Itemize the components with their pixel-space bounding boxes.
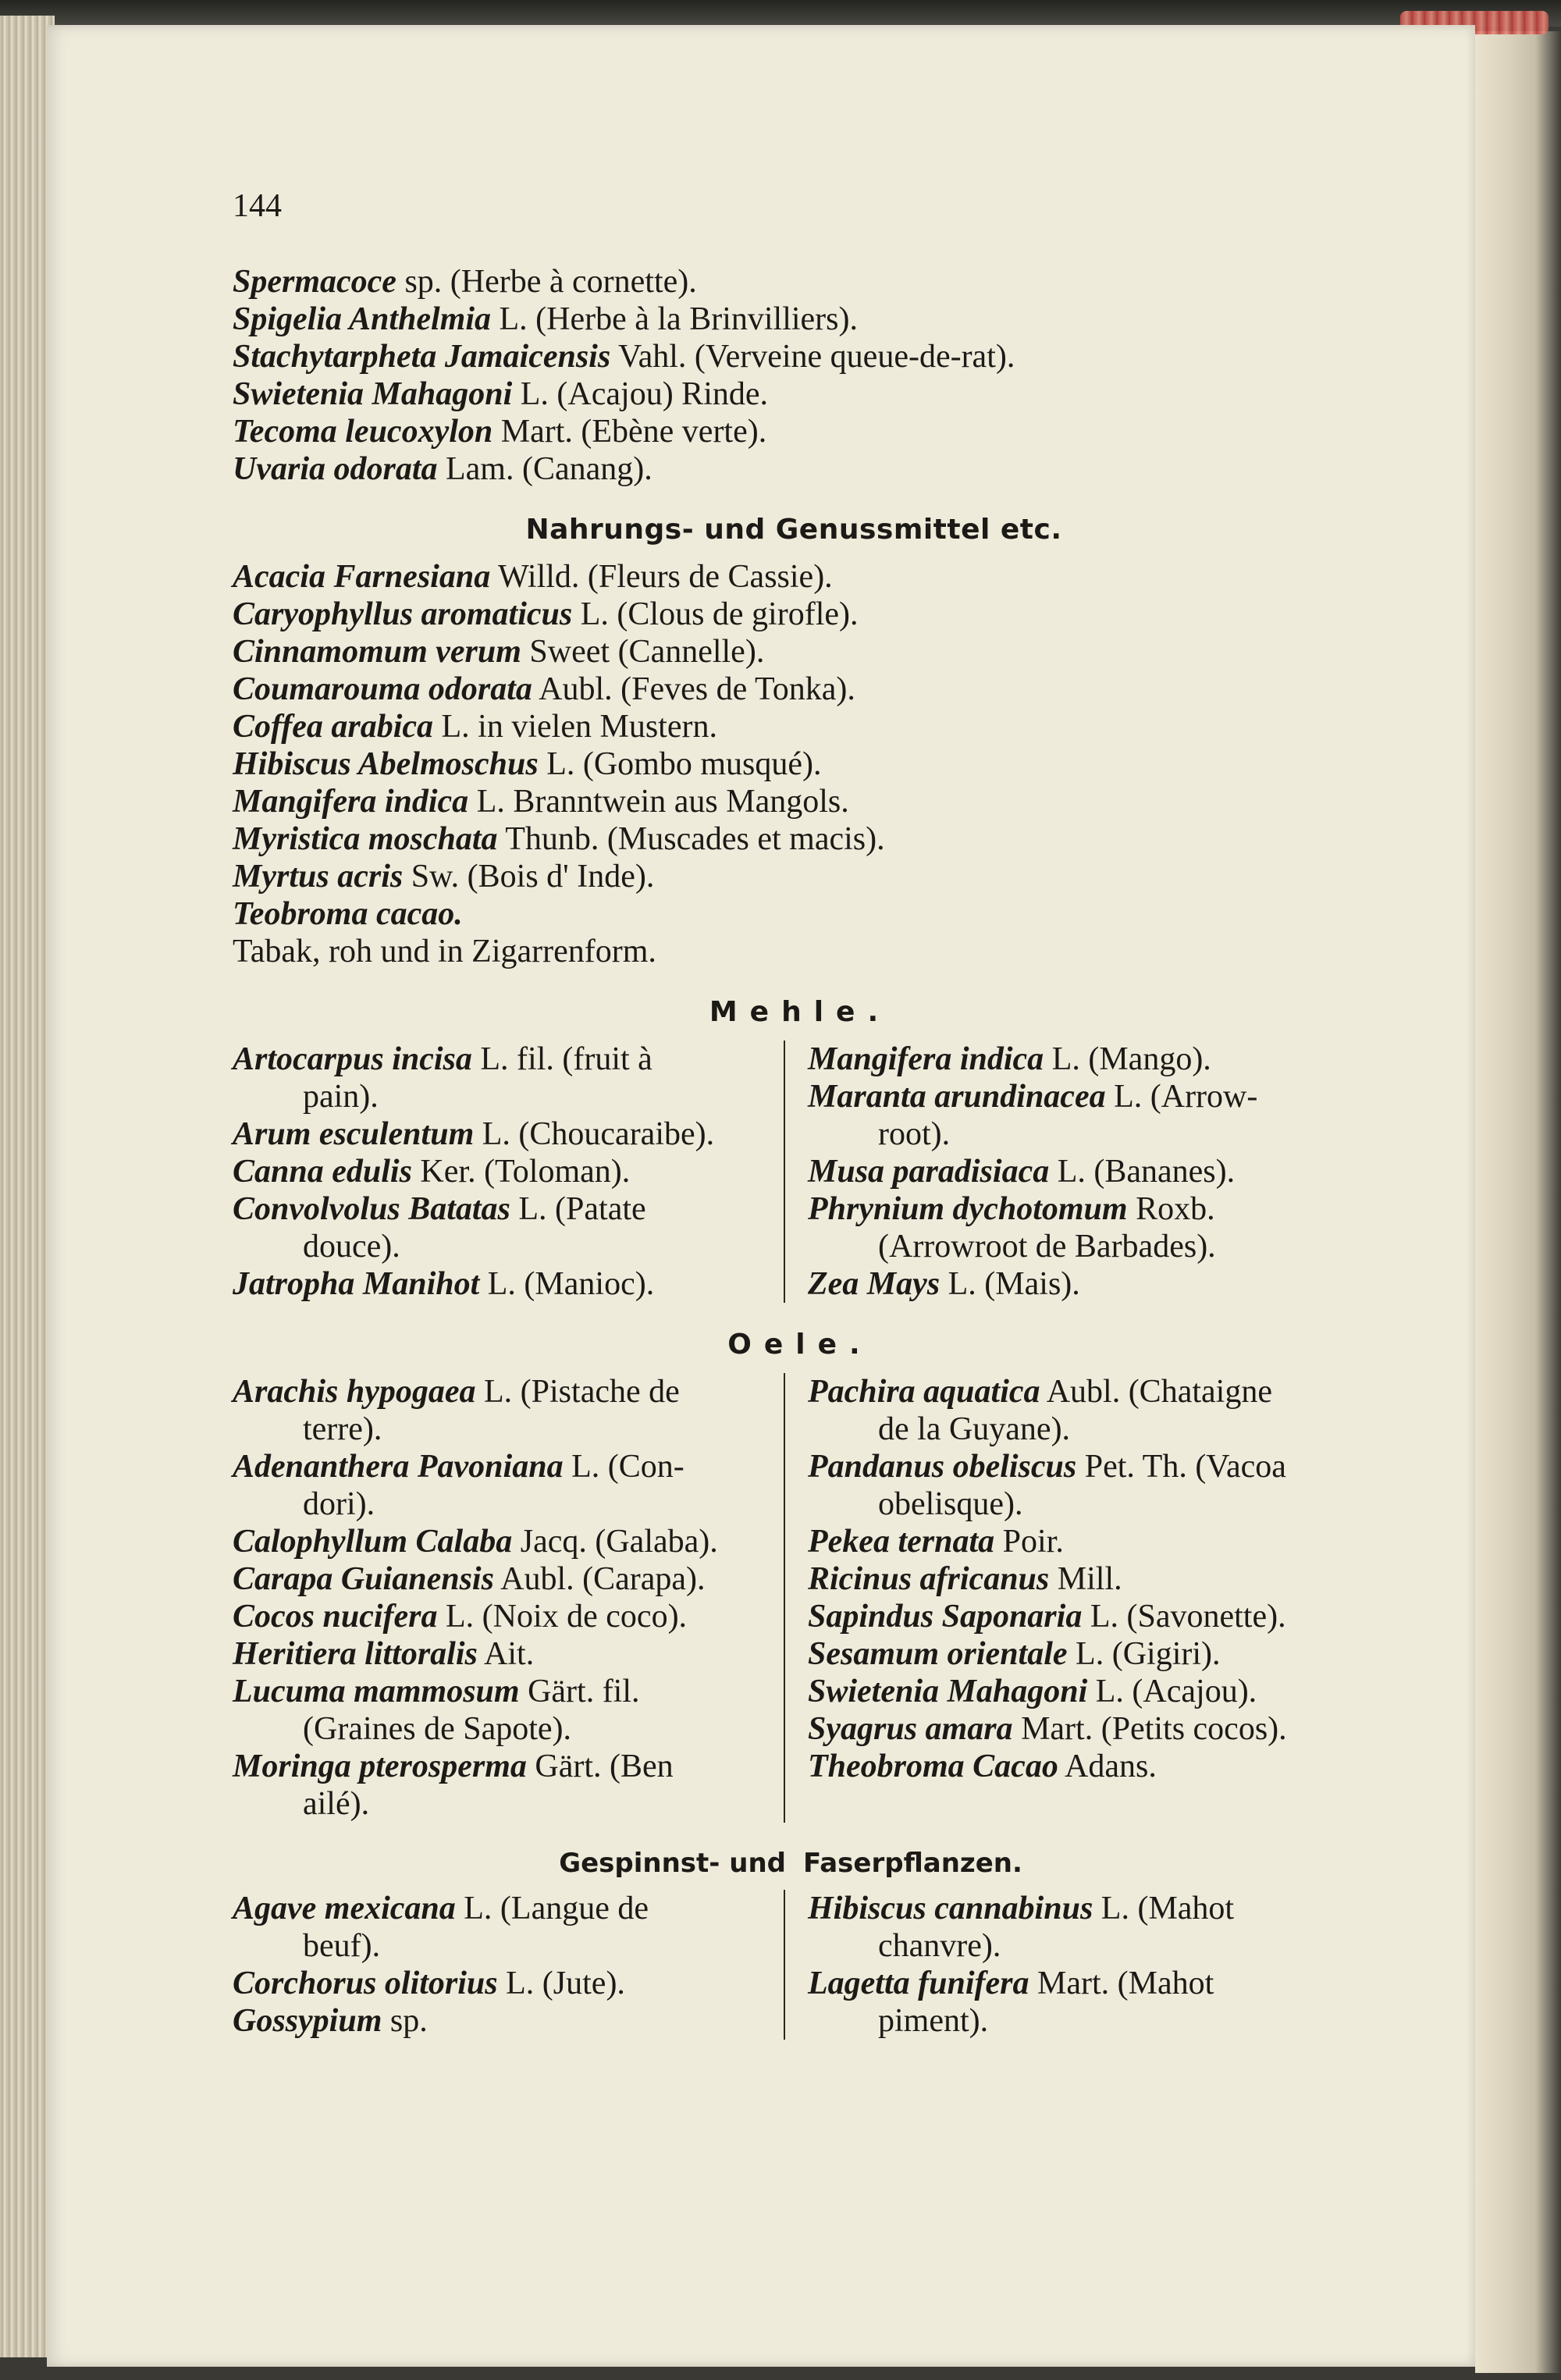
- list-item: [233, 1890, 783, 1965]
- taxon-name: Stachytarpheta Jamaicensis: [233, 339, 611, 375]
- taxon-name: Hibiscus Abelmoschus: [233, 746, 539, 782]
- entry-text: L. (Mango).: [1044, 1041, 1211, 1077]
- entry-text: Ait.: [477, 1636, 535, 1672]
- entry-first-line: [808, 1153, 1355, 1190]
- entry-text: Mill.: [1049, 1561, 1122, 1597]
- list-item: [808, 1153, 1355, 1190]
- list-item: [233, 1115, 783, 1153]
- fibres-right-column: [794, 1890, 1355, 2040]
- list-item: [233, 1153, 783, 1190]
- entry-first-line: [808, 1078, 1355, 1115]
- taxon-name: Mangifera indica: [808, 1041, 1044, 1077]
- taxon-name: Tecoma leucoxylon: [233, 414, 493, 450]
- entry-first-line: [233, 1890, 783, 1927]
- taxon-name: Gossypium: [233, 2003, 382, 2039]
- column-rule: [784, 1041, 785, 1303]
- list-item: [233, 375, 1355, 413]
- entry-first-line: [808, 1890, 1355, 1927]
- list-item: [808, 1078, 1355, 1153]
- taxon-name: Pandanus obeliscus: [808, 1449, 1077, 1485]
- entry-first-line: [233, 1635, 783, 1673]
- entry-text: L. (Patate: [510, 1191, 646, 1227]
- entry-text: L. (Mais).: [940, 1266, 1080, 1302]
- entry-text: Lam. (Canang).: [437, 451, 652, 487]
- list-item: [233, 558, 1355, 596]
- list-item: [808, 1265, 1355, 1303]
- taxon-name: Adenanthera Pavoniana: [233, 1449, 564, 1485]
- taxon-name: Artocarpus incisa: [233, 1041, 472, 1077]
- entry-first-line: [808, 1041, 1355, 1078]
- entry-text: L. (Acajou).: [1087, 1674, 1257, 1709]
- taxon-name: Calophyllum Calaba: [233, 1524, 513, 1560]
- fibres-left-column: [233, 1890, 794, 2040]
- taxon-name: Ricinus africanus: [808, 1561, 1050, 1597]
- fibres-columns: [233, 1890, 1355, 2040]
- oele-right-column: [794, 1373, 1355, 1823]
- list-item: [808, 1710, 1355, 1748]
- entry-continuation: (Arrowroot de Barbades).: [878, 1229, 1216, 1265]
- entry-first-line: [233, 1041, 783, 1078]
- list-item: [233, 1748, 783, 1823]
- entry-text: Aubl. (Chataigne: [1040, 1374, 1272, 1410]
- taxon-name: Agave mexicana: [233, 1891, 456, 1926]
- entry-text: L. (Herbe à la Brinvilliers).: [491, 301, 858, 337]
- list-item: [233, 633, 1355, 671]
- entry-text: L. (Con-: [563, 1449, 684, 1485]
- taxon-name: Coumarouma odorata: [233, 671, 532, 707]
- entry-first-line: [233, 1115, 783, 1153]
- list-item: [233, 745, 1355, 783]
- entry-continuation: pain).: [303, 1079, 379, 1115]
- list-item: [233, 895, 1355, 933]
- entry-text: L. (Gombo musqué).: [538, 746, 822, 782]
- entry-continuation: ailé).: [303, 1786, 370, 1822]
- list-item: [233, 858, 1355, 895]
- list-item: [808, 1560, 1355, 1598]
- taxon-name: Carapa Guianensis: [233, 1561, 494, 1597]
- list-item: [808, 1190, 1355, 1265]
- oele-columns: [233, 1373, 1355, 1823]
- entry-first-line: [233, 1190, 783, 1228]
- entry-first-line: [233, 1598, 783, 1635]
- list-item: [233, 1523, 783, 1560]
- taxon-name: Musa paradisiaca: [808, 1154, 1050, 1190]
- taxon-name: Myrtus acris: [233, 859, 404, 895]
- taxon-name: Mangifera indica: [233, 784, 469, 820]
- entry-text: Mart. (Mahot: [1029, 1966, 1214, 2001]
- taxon-name: Cinnamomum verum: [233, 634, 521, 670]
- taxon-name: Phrynium dychotomum: [808, 1191, 1128, 1227]
- entry-first-line: [233, 1373, 783, 1411]
- list-item: [233, 933, 1355, 970]
- taxon-name: Myristica moschata: [233, 821, 498, 857]
- heading-fibres-right: Faserpflanzen.: [803, 1848, 1022, 1879]
- heading-nahrungs: Nahrungs- und Genussmittel etc.: [525, 514, 1062, 546]
- list-item: [808, 1673, 1355, 1710]
- entry-text: Ker. (Toloman).: [411, 1154, 631, 1190]
- entry-text: L. (Noix de coco).: [437, 1599, 688, 1635]
- entry-first-line: [233, 1153, 783, 1190]
- taxon-name: Teobroma cacao.: [233, 896, 463, 932]
- entry-first-line: [233, 1448, 783, 1485]
- heading-fibres: [233, 1845, 1355, 1882]
- entry-first-line: [233, 1265, 783, 1303]
- list-item: [808, 1890, 1355, 1965]
- entry-text: L. (Manioc).: [479, 1266, 655, 1302]
- list-item: [233, 1041, 783, 1115]
- taxon-name: Swietenia Mahagoni: [808, 1674, 1088, 1709]
- entry-text: Poir.: [994, 1524, 1064, 1560]
- taxon-name: Hibiscus cannabinus: [808, 1891, 1093, 1926]
- entry-text: sp.: [382, 2003, 428, 2039]
- list-item: [233, 708, 1355, 745]
- entry-text: Sweet (Cannelle).: [521, 634, 765, 670]
- list-item: [233, 1190, 783, 1265]
- entry-first-line: [808, 1560, 1355, 1598]
- taxon-name: Coffea arabica: [233, 709, 434, 745]
- list-item: [233, 783, 1355, 820]
- entry-text: Sw. (Bois d' Inde).: [403, 859, 655, 895]
- list-item: [233, 450, 1355, 488]
- taxon-name: Canna edulis: [233, 1154, 412, 1190]
- list-item: [233, 1965, 783, 2002]
- list-item: [233, 1598, 783, 1635]
- entry-text: Aubl. (Carapa).: [493, 1561, 706, 1597]
- book-spine-edge: [1475, 31, 1561, 2373]
- list-item: [233, 671, 1355, 708]
- entry-text: Vahl. (Verveine queue-de-rat).: [610, 339, 1015, 375]
- mehle-right-column: [794, 1041, 1355, 1303]
- entry-first-line: [233, 1560, 783, 1598]
- entry-first-line: [808, 1373, 1355, 1411]
- entry-first-line: [808, 1265, 1355, 1303]
- entry-text: Gärt. (Ben: [526, 1749, 674, 1784]
- taxon-name: Spigelia Anthelmia: [233, 301, 491, 337]
- taxon-name: Sesamum orientale: [808, 1636, 1068, 1672]
- taxon-name: Arum esculentum: [233, 1116, 475, 1152]
- entry-continuation: beuf).: [303, 1928, 381, 1964]
- list-item: [808, 1748, 1355, 1785]
- entry-text: L. (Langue de: [455, 1891, 649, 1926]
- entry-text: Roxb.: [1127, 1191, 1215, 1227]
- list-item: [233, 1373, 783, 1448]
- list-item: [233, 1673, 783, 1748]
- list-item: [808, 1965, 1355, 2040]
- taxon-name: Caryophyllus aromaticus: [233, 596, 573, 632]
- taxon-name: Pachira aquatica: [808, 1374, 1040, 1410]
- entry-text: L. (Mahot: [1093, 1891, 1235, 1926]
- taxon-name: Theobroma Cacao: [808, 1749, 1058, 1784]
- entry-text: Mart. (Ebène verte).: [492, 414, 767, 450]
- list-item: [233, 1265, 783, 1303]
- page-number: 144: [233, 188, 282, 224]
- column-rule: [784, 1373, 785, 1823]
- entry-text: L. fil. (fruit à: [471, 1041, 652, 1077]
- entry-text: Thunb. (Muscades et macis).: [497, 821, 885, 857]
- entry-first-line: [808, 1673, 1355, 1710]
- list-item: [233, 338, 1355, 375]
- list-item: [233, 301, 1355, 338]
- heading-fibres-left: Gespinnst- und: [559, 1848, 786, 1879]
- entry-text: Gärt. fil.: [519, 1674, 640, 1709]
- entry-first-line: [808, 1748, 1355, 1785]
- list-item: [808, 1373, 1355, 1448]
- list-item: [233, 413, 1355, 450]
- entry-text: L. (Gigiri).: [1067, 1636, 1221, 1672]
- entry-text: L. (Acajou) Rinde.: [512, 376, 769, 412]
- list-item: [233, 1448, 783, 1523]
- entry-text: Adans.: [1058, 1749, 1157, 1784]
- mehle-columns: [233, 1041, 1355, 1303]
- entry-continuation: de la Guyane).: [878, 1411, 1071, 1447]
- entry-continuation: dori).: [303, 1486, 375, 1522]
- list-item: [808, 1448, 1355, 1523]
- entry-continuation: douce).: [303, 1229, 400, 1265]
- entry-first-line: [808, 1635, 1355, 1673]
- entry-text: Willd. (Fleurs de Cassie).: [490, 559, 833, 595]
- taxon-name: Zea Mays: [808, 1266, 941, 1302]
- entry-text: Tabak, roh und in Zigarrenform.: [233, 934, 656, 969]
- list-item: [233, 2002, 783, 2040]
- food-list: [233, 558, 1355, 970]
- taxon-name: Uvaria odorata: [233, 451, 438, 487]
- entry-first-line: [808, 1448, 1355, 1485]
- list-item: [808, 1523, 1355, 1560]
- heading-mehle: Mehle.: [709, 996, 891, 1028]
- column-rule: [784, 1890, 785, 2040]
- taxon-name: Syagrus amara: [808, 1711, 1013, 1747]
- entry-text: L. Branntwein aus Mangols.: [468, 784, 849, 820]
- entry-text: L. in vielen Mustern.: [433, 709, 717, 745]
- entry-continuation: piment).: [878, 2003, 989, 2039]
- entry-text: L. (Clous de girofle).: [572, 596, 859, 632]
- taxon-name: Heritiera littoralis: [233, 1636, 478, 1672]
- list-item: [233, 263, 1355, 301]
- taxon-name: Convolvolus Batatas: [233, 1191, 510, 1227]
- mehle-left-column: [233, 1041, 794, 1303]
- entry-first-line: [808, 1965, 1355, 2002]
- entry-continuation: terre).: [303, 1411, 382, 1447]
- entry-text: L. (Choucaraibe).: [474, 1116, 715, 1152]
- entry-text: sp. (Herbe à cornette).: [396, 264, 697, 300]
- entry-first-line: [233, 1523, 783, 1560]
- entry-text: Mart. (Petits cocos).: [1012, 1711, 1287, 1747]
- list-item: [808, 1635, 1355, 1673]
- entry-first-line: [233, 1673, 783, 1710]
- taxon-name: Cocos nucifera: [233, 1599, 438, 1635]
- entry-first-line: [233, 1965, 783, 2002]
- taxon-name: Lucuma mammosum: [233, 1674, 520, 1709]
- entry-continuation: obelisque).: [878, 1486, 1023, 1522]
- taxon-name: Swietenia Mahagoni: [233, 376, 513, 412]
- taxon-name: Maranta arundinacea: [808, 1079, 1106, 1115]
- entry-first-line: [808, 1710, 1355, 1748]
- entry-first-line: [808, 1598, 1355, 1635]
- taxon-name: Sapindus Saponaria: [808, 1599, 1083, 1635]
- heading-oele: Oele.: [727, 1329, 873, 1361]
- oele-left-column: [233, 1373, 794, 1823]
- list-item: [233, 820, 1355, 858]
- entry-first-line: [808, 1190, 1355, 1228]
- list-item: [808, 1041, 1355, 1078]
- entry-text: L. (Savonette).: [1082, 1599, 1286, 1635]
- entry-text: Aubl. (Feves de Tonka).: [532, 671, 855, 707]
- entry-text: L. (Bananes).: [1049, 1154, 1236, 1190]
- entry-continuation: chanvre).: [878, 1928, 1001, 1964]
- list-item: [233, 1635, 783, 1673]
- book-top-edge: [0, 0, 1561, 27]
- list-item: [233, 596, 1355, 633]
- entry-continuation: (Graines de Sapote).: [303, 1711, 572, 1747]
- taxon-name: Spermacoce: [233, 264, 396, 300]
- taxon-name: Moringa pterosperma: [233, 1749, 527, 1784]
- entry-first-line: [233, 2002, 783, 2040]
- taxon-name: Jatropha Manihot: [233, 1266, 480, 1302]
- page-content: [233, 263, 1355, 2040]
- entry-continuation: root).: [878, 1116, 951, 1152]
- entry-text: L. (Jute).: [497, 1966, 625, 2001]
- taxon-name: Pekea ternata: [808, 1524, 995, 1560]
- entry-first-line: [808, 1523, 1355, 1560]
- taxon-name: Lagetta funifera: [808, 1966, 1029, 2001]
- taxon-name: Corchorus olitorius: [233, 1966, 498, 2001]
- entry-text: L. (Pistache de: [475, 1374, 680, 1410]
- list-item: [233, 1560, 783, 1598]
- taxon-name: Arachis hypogaea: [233, 1374, 476, 1410]
- entry-text: Jacq. (Galaba).: [512, 1524, 718, 1560]
- list-item: [808, 1598, 1355, 1635]
- intro-list: [233, 263, 1355, 488]
- entry-text: L. (Arrow-: [1105, 1079, 1258, 1115]
- taxon-name: Acacia Farnesiana: [233, 559, 491, 595]
- entry-first-line: [233, 1748, 783, 1785]
- entry-text: Pet. Th. (Vacoa: [1076, 1449, 1286, 1485]
